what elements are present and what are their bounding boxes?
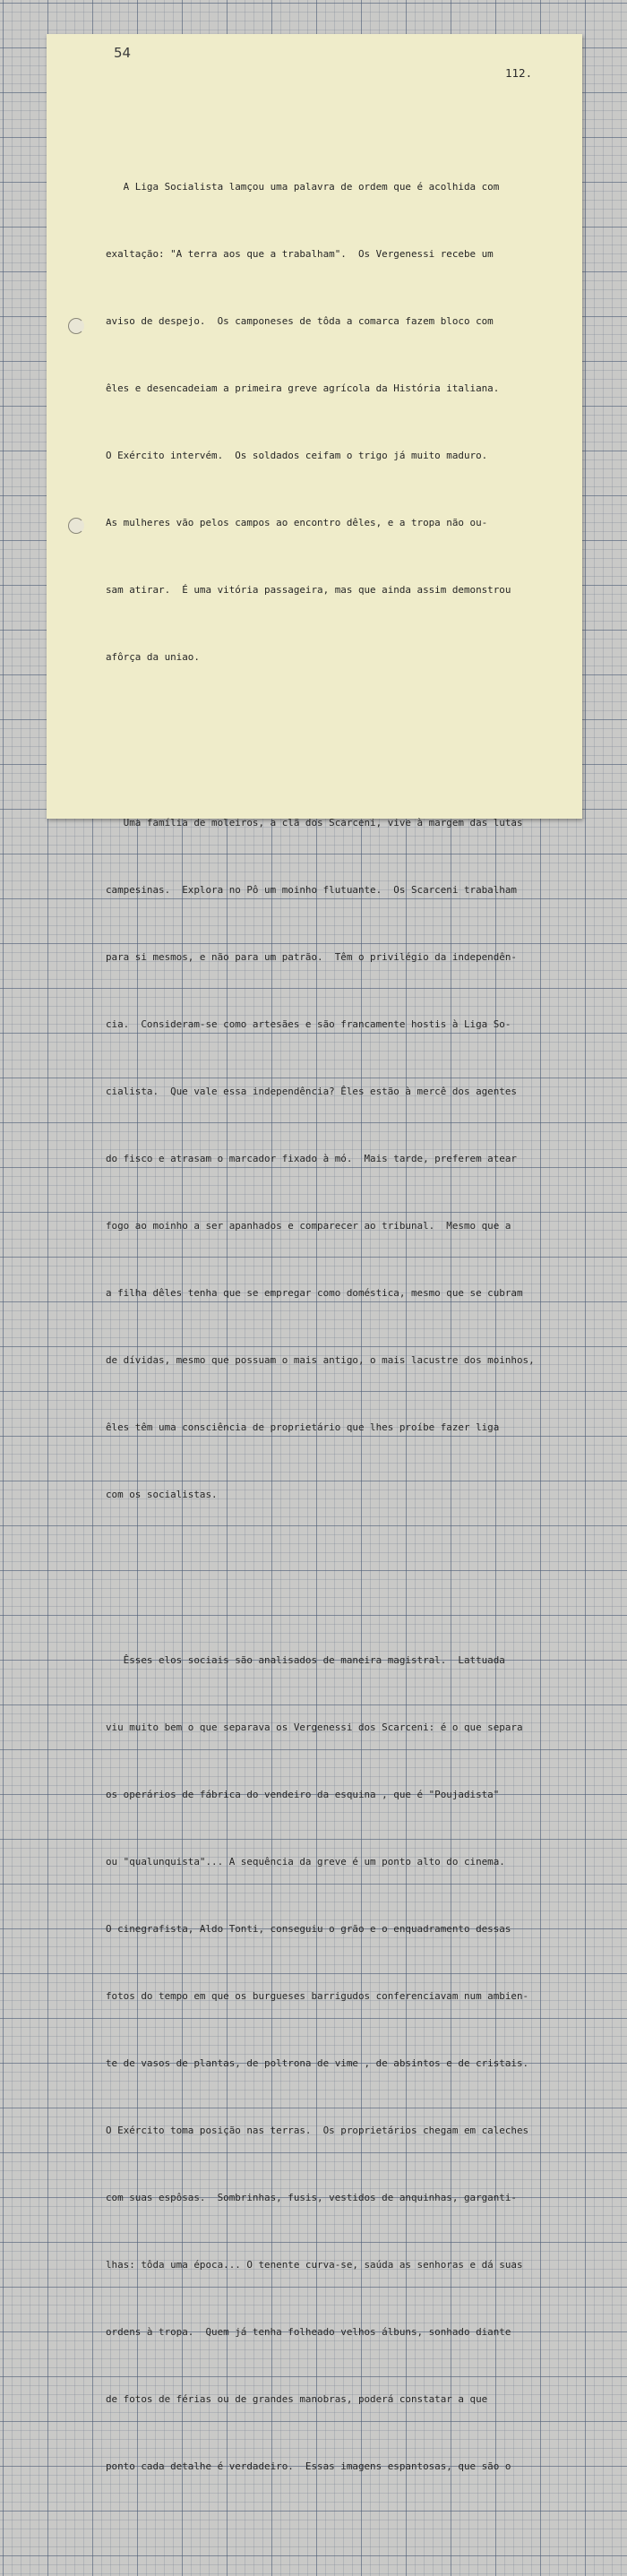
punch-hole — [68, 518, 84, 534]
document-body — [106, 86, 577, 2576]
text-line: Uma família de moleiros, a clã dos Scarceni, vive à margem das lutas — [106, 817, 523, 829]
text-line: fogo ao moinho a ser apanhados e comparecer ao tribunal. Mesmo que a — [106, 1220, 511, 1232]
text-line: com suas espôsas. Sombrinhas, fusis, vestidos de anquinhas, garganti- — [106, 2192, 517, 2203]
text-line: Êsses elos sociais são analisados de maneira magistral. Lattuada — [106, 1654, 505, 1666]
text-line: os operários de fábrica do vendeiro da esquina , que é "Poujadista" — [106, 1789, 500, 1800]
text-line: exaltação: "A terra aos que a trabalham". Os Vergenessi recebe um — [106, 248, 494, 260]
text-line: de fotos de férias ou de grandes manobras, poderá constatar a que — [106, 2393, 488, 2405]
typewritten-page — [47, 34, 582, 2472]
handwritten-page-number: 54 — [114, 45, 132, 61]
text-line: fotos do tempo em que os burgueses barrigudos conferenciavam num ambien- — [106, 1990, 529, 2002]
text-line: A Liga Socialista lamçou uma palavra de ordem que é acolhida com — [106, 181, 500, 193]
typed-page-number: 112. — [505, 66, 533, 80]
text-line: viu muito bem o que separava os Vergenessi dos Scarceni: é o que separa — [106, 1722, 523, 1733]
text-line: sam atirar. É uma vitória passageira, mas que ainda assim demonstrou — [106, 584, 511, 596]
paragraph — [106, 767, 577, 1550]
text-line: para si mesmos, e não para um patrão. Têm o privilégio da independên- — [106, 951, 517, 963]
text-line: a filha dêles tenha que se empregar como doméstica, mesmo que se cubram — [106, 1287, 523, 1299]
text-line: afôrça da uniao. — [106, 651, 200, 663]
paragraph — [106, 131, 577, 713]
paragraph — [106, 1604, 577, 2522]
text-line: cia. Consideram-se como artesães e são francamente hostis à Liga So- — [106, 1018, 511, 1030]
text-line: O Exército toma posição nas terras. Os proprietários chegam em caleches — [106, 2125, 529, 2136]
text-line: ordens à tropa. Quem já tenha folheado velhos álbuns, sonhado diante — [106, 2326, 511, 2338]
text-line: do fisco e atrasam o marcador fixado à mó. Mais tarde, preferem atear — [106, 1153, 517, 1164]
text-line: lhas: tôda uma época... O tenente curva-se, saúda as senhoras e dá suas — [106, 2259, 523, 2271]
text-line: aviso de despejo. Os camponeses de tôda a comarca fazem bloco com — [106, 315, 494, 327]
text-line: As mulheres vão pelos campos ao encontro dêles, e a tropa não ou- — [106, 517, 488, 528]
text-line: com os socialistas. — [106, 1489, 218, 1500]
text-line: ou "qualunquista"... A sequência da greve é um ponto alto do cinema. — [106, 1856, 505, 1868]
text-line: êles têm uma consciência de proprietário que lhes proíbe fazer liga — [106, 1421, 500, 1433]
text-line: ponto cada detalhe é verdadeiro. Essas imagens espantosas, que são o — [106, 2460, 511, 2472]
text-line: O Exército intervém. Os soldados ceifam o trigo já muito maduro. — [106, 450, 488, 461]
text-line: êles e desencadeiam a primeira greve agrícola da História italiana. — [106, 382, 500, 394]
punch-hole — [68, 318, 84, 334]
text-line: campesinas. Explora no Pô um moinho flutuante. Os Scarceni trabalham — [106, 884, 517, 896]
text-line: cialista. Que vale essa independência? Êles estão à mercê dos agentes — [106, 1086, 517, 1097]
text-line: O cinegrafista, Aldo Tonti, conseguiu o grão e o enquadramento dessas — [106, 1923, 511, 1935]
text-line: de dívidas, mesmo que possuam o mais antigo, o mais lacustre dos moinhos, — [106, 1354, 535, 1366]
text-line: te de vasos de plantas, de poltrona de vime , de absintos e de cristais. — [106, 2057, 529, 2069]
